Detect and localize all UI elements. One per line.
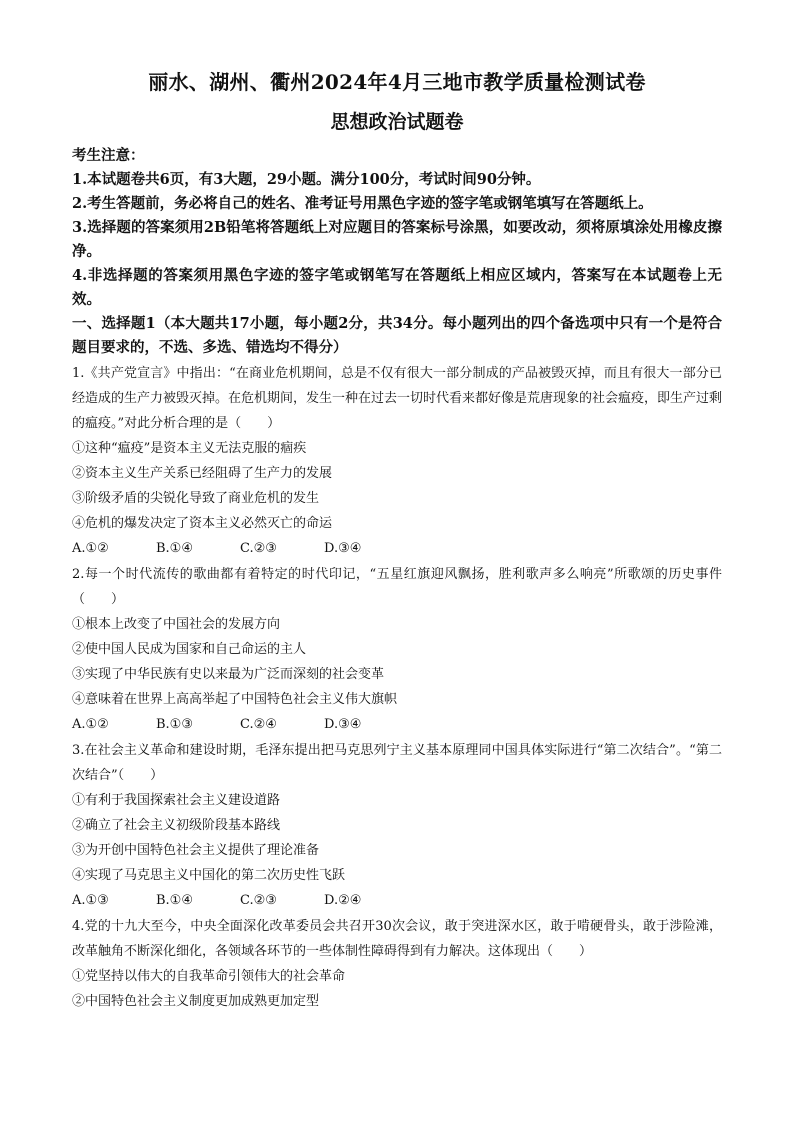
question-stem: 1.《共产党宣言》中指出：“在商业危机期间，总是不仅有很大一部分制成的产品被毁灭掉，而且有很大一部分已经造成的生产力被毁灭掉。在危机期间，发生一种在过去一切时代看来都好像是荒唐现象的社会瘟疫，即生产过剩的瘟疫。”对此分析合理的是（ ）: [72, 366, 723, 431]
notice-item: 4.非选择题的答案须用黑色字迹的签字笔或钢笔写在答题纸上相应区域内，答案写在本试题卷上无效。: [72, 267, 722, 308]
notice-heading: 考生注意：: [72, 147, 145, 164]
question-4: [72, 914, 722, 1014]
answer-choice-b: B.①④: [156, 893, 193, 908]
question-statement: ①根本上改变了中国社会的发展方向: [72, 617, 281, 632]
answer-choice-b: B.①④: [156, 541, 193, 556]
question-statement: ②资本主义生产关系已经阻碍了生产力的发展: [72, 466, 333, 481]
question-statement: ②中国特色社会主义制度更加成熟更加定型: [72, 994, 320, 1009]
question-statement: ②使中国人民成为国家和自己命运的主人: [72, 642, 307, 657]
question-statement: ④实现了马克思主义中国化的第二次历史性飞跃: [72, 868, 346, 883]
question-1: [72, 361, 722, 561]
exam-title: 丽水、湖州、衢州2024年4月三地市教学质量检测试卷: [148, 70, 646, 94]
answer-choice-d: D.③④: [324, 717, 362, 732]
notice-block: [72, 144, 722, 312]
question-statement: ①党坚持以伟大的自我革命引领伟大的社会革命: [72, 969, 346, 984]
question-stem: 2.每一个时代流传的歌曲都有着特定的时代印记，“五星红旗迎风飘扬，胜利歌声多么响亮”所歌颂的历史事件（ ）: [72, 567, 722, 607]
question-statement: ②确立了社会主义初级阶段基本路线: [72, 818, 281, 833]
answer-choices: [72, 888, 722, 913]
notice-item: 1.本试题卷共6页，有3大题，29小题。满分100分，考试时间90分钟。: [72, 171, 541, 188]
question-2: [72, 562, 722, 737]
question-statement: ③为开创中国特色社会主义提供了理论准备: [72, 843, 320, 858]
question-stem: 4.党的十九大至今，中央全面深化改革委员会共召开30次会议，敢于突进深水区，敢于啃硬骨头，敢于涉险滩，改革触角不断深化细化，各领域各环节的一些体制性障碍得到有力解决。这体现出（ ）: [72, 919, 722, 959]
answer-choices: [72, 712, 722, 737]
question-statement: ①有利于我国探索社会主义建设道路: [72, 793, 281, 808]
exam-subtitle: 思想政治试题卷: [330, 111, 464, 133]
answer-choices: [72, 536, 722, 561]
answer-choice-c: C.②③: [240, 541, 277, 556]
question-3: [72, 738, 722, 913]
answer-choice-a: A.①③: [72, 893, 109, 908]
answer-choice-a: A.①②: [72, 717, 109, 732]
answer-choice-c: C.②④: [240, 717, 277, 732]
notice-item: 2.考生答题前，务必将自己的姓名、准考证号用黑色字迹的签字笔或钢笔填写在答题纸上。: [72, 195, 653, 212]
section-heading: 一、选择题1（本大题共17小题，每小题2分，共34分。每小题列出的四个备选项中只有一个是符合题目要求的，不选、多选、错选均不得分）: [72, 315, 722, 356]
answer-choice-d: D.③④: [324, 541, 362, 556]
notice-item: 3.选择题的答案须用2B铅笔将答题纸上对应题目的答案标号涂黑，如要改动，须将原填涂处用橡皮擦净。: [72, 219, 722, 260]
answer-choice-d: D.②④: [324, 893, 362, 908]
question-statement: ①这种“瘟疫”是资本主义无法克服的痼疾: [72, 441, 307, 456]
question-stem: 3.在社会主义革命和建设时期，毛泽东提出把马克思列宁主义基本原理同中国具体实际进行“第二次结合”。“第二次结合”（ ）: [72, 743, 722, 783]
question-statement: ③实现了中华民族有史以来最为广泛而深刻的社会变革: [72, 667, 385, 682]
question-statement: ④危机的爆发决定了资本主义必然灭亡的命运: [72, 516, 333, 531]
answer-choice-c: C.②③: [240, 893, 277, 908]
question-statement: ④意味着在世界上高高举起了中国特色社会主义伟大旗帜: [72, 692, 398, 707]
question-statement: ③阶级矛盾的尖锐化导致了商业危机的发生: [72, 491, 320, 506]
answer-choice-b: B.①③: [156, 717, 193, 732]
answer-choice-a: A.①②: [72, 541, 109, 556]
